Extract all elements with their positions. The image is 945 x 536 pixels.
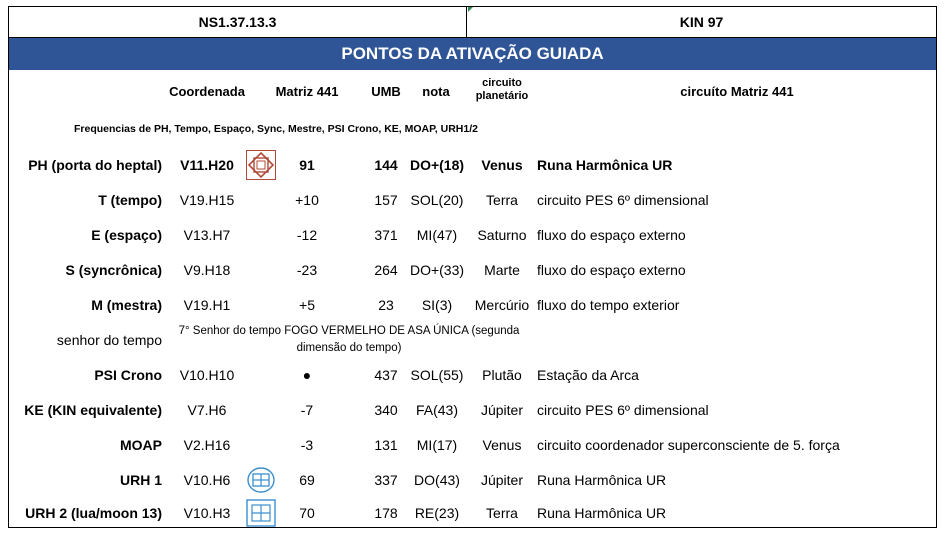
senhor-text-line2: dimensão do tempo) xyxy=(296,342,402,354)
col-header-nota: nota xyxy=(422,84,450,99)
row-umb: 437 xyxy=(374,366,398,383)
senhor-text-line1: 7° Senhor do tempo FOGO VERMELHO DE ASA ÚNICA (segunda xyxy=(178,325,520,337)
table-row-urh2 xyxy=(9,495,936,530)
row-nota: DO+(18) xyxy=(409,156,465,173)
row-coordenada: V11.H20 xyxy=(180,156,234,173)
row-umb: 337 xyxy=(374,471,398,488)
row-planet: Venus xyxy=(482,436,522,453)
row-planet: Terra xyxy=(486,191,518,208)
row-label: M (mestra) xyxy=(91,296,162,313)
row-umb: 264 xyxy=(374,261,398,278)
col-header-matriz: Matriz 441 xyxy=(275,84,339,99)
row-coordenada: V10.H3 xyxy=(183,504,231,521)
col-header-circuito: circuíto Matriz 441 xyxy=(680,84,794,99)
row-label: KE (KIN equivalente) xyxy=(24,401,162,418)
table-row-mestra xyxy=(9,287,936,322)
row-nota: DO+(33) xyxy=(409,261,465,278)
row-nota: FA(43) xyxy=(415,401,458,418)
senhor-do-tempo-label: senhor do tempo xyxy=(56,332,162,348)
row-circuito: Runa Harmônica UR xyxy=(537,471,667,488)
row-coordenada: V7.H6 xyxy=(187,401,227,418)
row-coordenada: V19.H15 xyxy=(179,191,235,208)
table-row-tempo xyxy=(9,182,936,217)
row-planet: Júpiter xyxy=(480,471,524,488)
row-umb: 144 xyxy=(374,156,398,173)
row-planet: Mercúrio xyxy=(474,296,530,313)
row-circuito: circuito coordenador superconsciente de 5. força xyxy=(537,436,840,453)
row-nota: SOL(20) xyxy=(410,191,464,208)
row-label: URH 1 xyxy=(119,471,162,488)
row-matriz: +10 xyxy=(295,191,319,208)
row-circuito: circuito PES 6º dimensional xyxy=(537,401,709,418)
col-header-planetario xyxy=(469,77,535,103)
row-planet: Marte xyxy=(484,261,520,278)
row-matriz: -12 xyxy=(296,226,318,243)
row-umb: 371 xyxy=(374,226,398,243)
row-matriz: -23 xyxy=(296,261,318,278)
spreadsheet-sheet xyxy=(8,6,937,528)
row-label: E (espaço) xyxy=(91,226,162,243)
row-umb: 131 xyxy=(374,436,398,453)
row-label: T (tempo) xyxy=(98,191,162,208)
row-circuito: Runa Harmônica UR xyxy=(537,504,667,521)
row-coordenada: V13.H7 xyxy=(183,226,231,243)
row-umb: 340 xyxy=(374,401,398,418)
row-nota: RE(23) xyxy=(414,504,460,521)
row-planet: Júpiter xyxy=(480,401,524,418)
table-row-moap xyxy=(9,427,936,462)
row-matriz: 69 xyxy=(299,471,315,488)
section-title: PONTOS DA ATIVAÇÃO GUIADA xyxy=(9,38,936,70)
row-label: PH (porta do heptal) xyxy=(28,156,162,173)
table-row-ph xyxy=(9,147,936,182)
row-matriz: 91 xyxy=(299,156,315,173)
col-header-planetario-line1: circuito xyxy=(482,77,522,89)
table-row-syncronica xyxy=(9,252,936,287)
row-nota: DO(43) xyxy=(414,471,460,488)
row-coordenada: V19.H1 xyxy=(183,296,231,313)
heptal-gate-icon xyxy=(245,147,277,182)
row-umb: 178 xyxy=(374,504,398,521)
table-row-psi-crono xyxy=(9,357,936,392)
header-ns-cell: NS1.37.13.3 xyxy=(9,7,467,38)
row-nota: MI(17) xyxy=(416,436,458,453)
row-planet: Plutão xyxy=(482,366,522,383)
row-matriz: -7 xyxy=(300,401,314,418)
row-umb: 23 xyxy=(378,296,394,313)
row-nota: MI(47) xyxy=(416,226,458,243)
row-umb: 157 xyxy=(374,191,398,208)
row-circuito: fluxo do espaço externo xyxy=(537,226,686,243)
row-label: URH 2 (lua/moon 13) xyxy=(25,504,162,521)
row-nota: SOL(55) xyxy=(410,366,464,383)
row-circuito: fluxo do espaço externo xyxy=(537,261,686,278)
row-matriz: +5 xyxy=(299,296,315,313)
row-circuito: fluxo do tempo exterior xyxy=(537,296,680,313)
row-circuito: Runa Harmônica UR xyxy=(537,156,673,173)
table-row-ke xyxy=(9,392,936,427)
row-circuito: circuito PES 6º dimensional xyxy=(537,191,709,208)
row-planet: Terra xyxy=(486,504,518,521)
row-coordenada: V10.H10 xyxy=(179,366,235,383)
row-coordenada: V9.H18 xyxy=(183,261,231,278)
row-label: PSI Crono xyxy=(94,366,162,383)
row-coordenada: V2.H16 xyxy=(183,436,231,453)
row-planet: Saturno xyxy=(477,226,527,243)
frequencias-note: Frequencias de PH, Tempo, Espaço, Sync, Mestre, PSI Crono, KE, MOAP, URH1/2 xyxy=(74,123,478,135)
header-kin-cell: KIN 97 xyxy=(467,7,936,38)
col-header-umb: UMB xyxy=(371,84,401,99)
col-header-planetario-line2: planetário xyxy=(475,90,529,102)
senhor-do-tempo-text xyxy=(174,323,524,357)
row-matriz-dot: ● xyxy=(302,366,312,383)
table-row-espaco xyxy=(9,217,936,252)
row-coordenada: V10.H6 xyxy=(183,471,231,488)
row-nota: SI(3) xyxy=(421,296,453,313)
table-row-urh1 xyxy=(9,462,936,497)
col-header-coordenada: Coordenada xyxy=(169,84,245,99)
urh1-rune-icon xyxy=(245,462,277,497)
row-label: MOAP xyxy=(120,436,162,453)
row-matriz: 70 xyxy=(299,504,315,521)
row-planet: Venus xyxy=(481,156,523,173)
row-label: S (syncrônica) xyxy=(65,261,162,278)
row-circuito: Estação da Arca xyxy=(537,366,639,383)
row-matriz: -3 xyxy=(300,436,314,453)
urh2-rune-icon xyxy=(245,495,277,530)
